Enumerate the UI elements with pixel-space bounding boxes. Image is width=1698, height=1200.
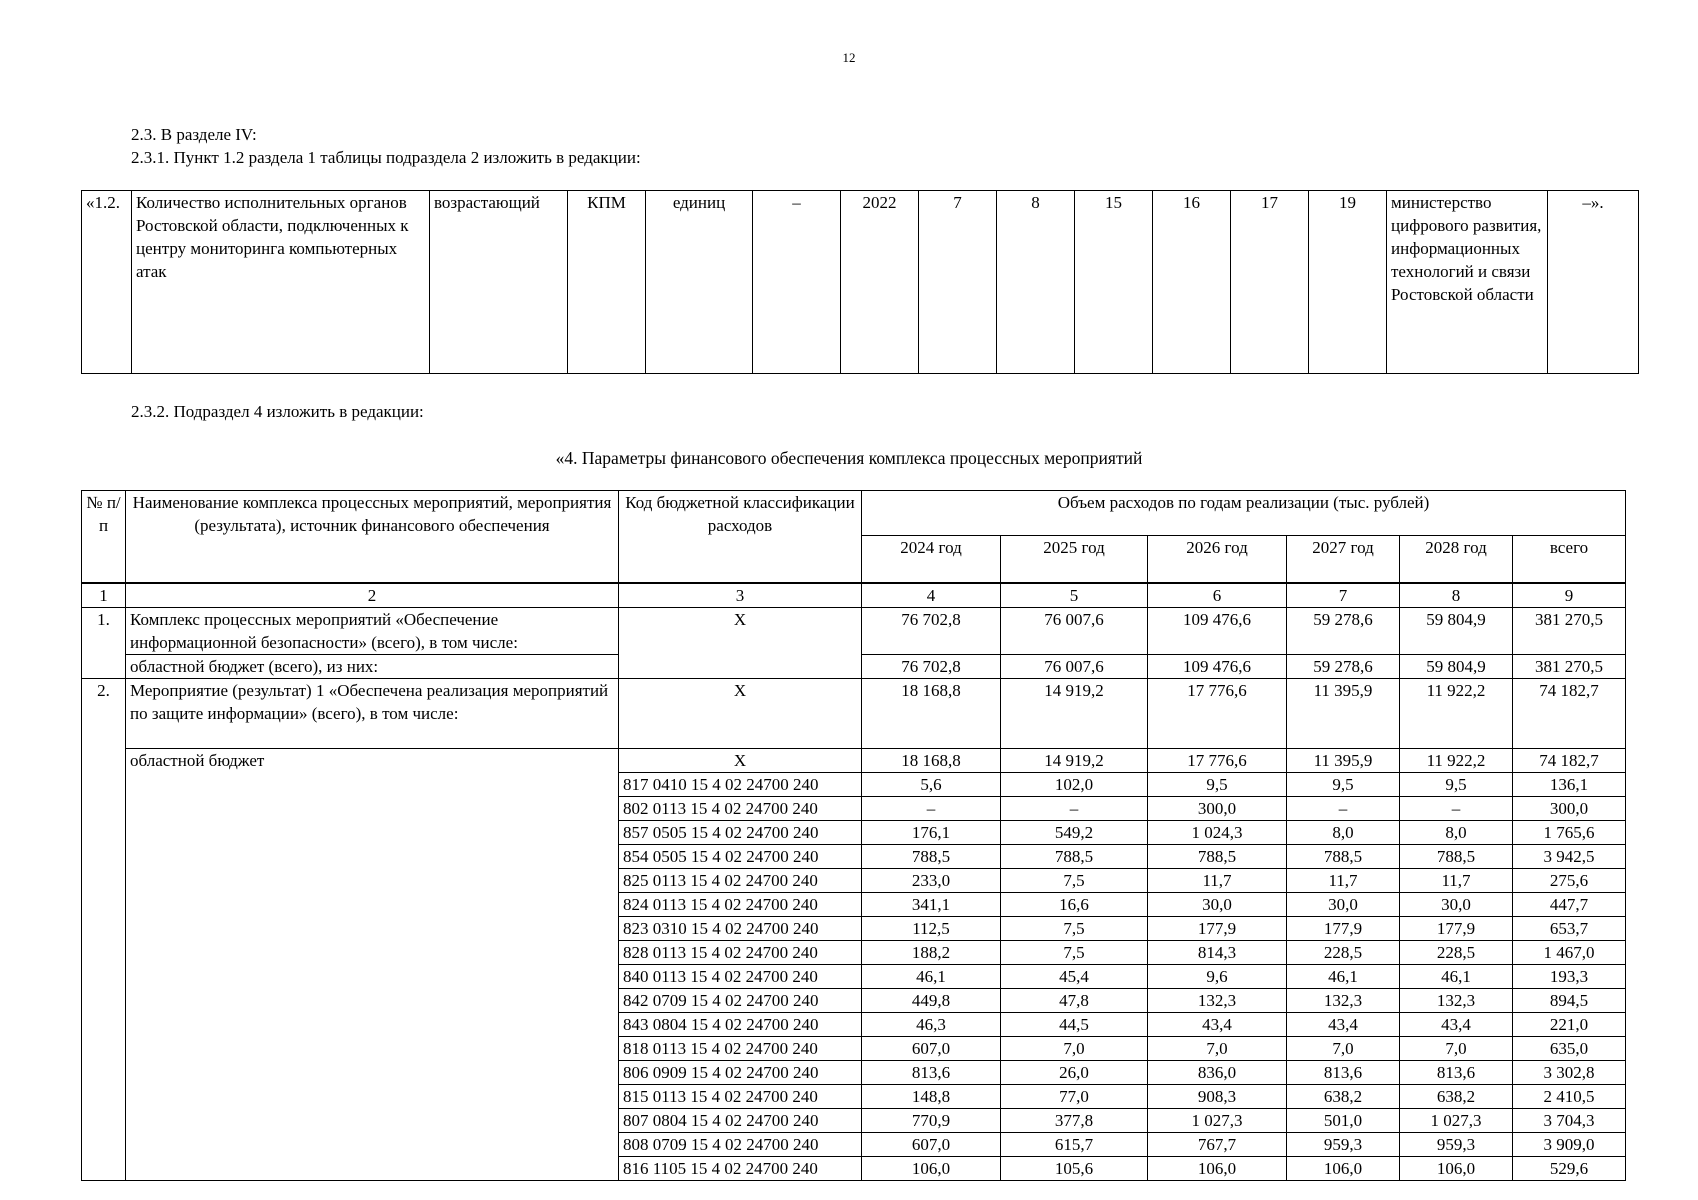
detail-value: 788,5 [1148, 845, 1287, 869]
row-sub-name: областной бюджет [126, 749, 619, 1181]
header-name: Наименование комплекса процессных мероприятий, мероприятия (результата), источник финансового обеспечения [126, 491, 619, 584]
detail-value: 3 704,3 [1513, 1109, 1626, 1133]
row-value: 76 702,8 [862, 608, 1001, 655]
detail-value: 7,0 [1001, 1037, 1148, 1061]
row-value: 381 270,5 [1513, 608, 1626, 655]
detail-value: 188,2 [862, 941, 1001, 965]
detail-value: 1 024,3 [1148, 821, 1287, 845]
row-value: 11 395,9 [1287, 679, 1400, 749]
indicator-row [82, 191, 1639, 374]
row-value: 11 922,2 [1400, 749, 1513, 773]
detail-value: 132,3 [1287, 989, 1400, 1013]
detail-value: 8,0 [1287, 821, 1400, 845]
detail-value: 7,0 [1287, 1037, 1400, 1061]
detail-value: 501,0 [1287, 1109, 1400, 1133]
header-row [82, 491, 1626, 536]
row-name: Комплекс процессных мероприятий «Обеспечение информационной безопасности» (всего), в том числе: [126, 608, 619, 655]
detail-value: 45,4 [1001, 965, 1148, 989]
detail-value: – [1001, 797, 1148, 821]
indicator-value: 8 [997, 191, 1075, 374]
detail-value: 9,5 [1148, 773, 1287, 797]
detail-value: 46,3 [862, 1013, 1001, 1037]
row-value: 11 922,2 [1400, 679, 1513, 749]
detail-value: 176,1 [862, 821, 1001, 845]
header-volume: Объем расходов по годам реализации (тыс. рублей) [862, 491, 1626, 536]
indicator-value: 7 [919, 191, 997, 374]
indicator-value: 15 [1075, 191, 1153, 374]
indicator-number: «1.2. [82, 191, 132, 374]
row-name: Мероприятие (результат) 1 «Обеспечена реализация мероприятий по защите информации» (всего), в том числе: [126, 679, 619, 749]
detail-value: 377,8 [1001, 1109, 1148, 1133]
detail-value: 47,8 [1001, 989, 1148, 1013]
detail-value: 638,2 [1287, 1085, 1400, 1109]
row-value: 11 395,9 [1287, 749, 1400, 773]
detail-value: 43,4 [1400, 1013, 1513, 1037]
detail-value: 607,0 [862, 1133, 1001, 1157]
detail-value: 46,1 [1287, 965, 1400, 989]
detail-value: 26,0 [1001, 1061, 1148, 1085]
header-year-2025: 2025 год [1001, 536, 1148, 584]
detail-value: 788,5 [1287, 845, 1400, 869]
section-title: «4. Параметры финансового обеспечения комплекса процессных мероприятий [555, 448, 1143, 468]
detail-value: 11,7 [1148, 869, 1287, 893]
row-number: 1. [82, 608, 126, 679]
detail-value: 638,2 [1400, 1085, 1513, 1109]
budget-code: 816 1105 15 4 02 24700 240 [619, 1157, 862, 1181]
column-number: 2 [126, 583, 619, 608]
detail-value: 228,5 [1400, 941, 1513, 965]
column-number: 7 [1287, 583, 1400, 608]
indicator-type: КПМ [568, 191, 646, 374]
detail-value: 9,5 [1287, 773, 1400, 797]
table-row [82, 679, 1626, 749]
detail-value: 43,4 [1287, 1013, 1400, 1037]
detail-value: 193,3 [1513, 965, 1626, 989]
row-value: 76 007,6 [1001, 655, 1148, 679]
detail-value: 1 027,3 [1148, 1109, 1287, 1133]
header-year-2026: 2026 год [1148, 536, 1287, 584]
detail-value: 549,2 [1001, 821, 1148, 845]
detail-value: 148,8 [862, 1085, 1001, 1109]
row-value: 14 919,2 [1001, 679, 1148, 749]
header-year-2024: 2024 год [862, 536, 1001, 584]
budget-code: 843 0804 15 4 02 24700 240 [619, 1013, 862, 1037]
detail-value: 112,5 [862, 917, 1001, 941]
detail-value: – [1400, 797, 1513, 821]
row-value: 381 270,5 [1513, 655, 1626, 679]
detail-value: 770,9 [862, 1109, 1001, 1133]
paragraph-2-3: 2.3. В разделе IV: [131, 125, 257, 144]
indicator-trend: возрастающий [430, 191, 568, 374]
detail-value: 43,4 [1148, 1013, 1287, 1037]
column-number: 1 [82, 583, 126, 608]
budget-code: 818 0113 15 4 02 24700 240 [619, 1037, 862, 1061]
detail-value: 102,0 [1001, 773, 1148, 797]
detail-value: 3 909,0 [1513, 1133, 1626, 1157]
row-value: 17 776,6 [1148, 679, 1287, 749]
detail-value: 788,5 [1001, 845, 1148, 869]
column-number: 6 [1148, 583, 1287, 608]
detail-value: 221,0 [1513, 1013, 1626, 1037]
row-value: 74 182,7 [1513, 679, 1626, 749]
detail-value: 1 027,3 [1400, 1109, 1513, 1133]
table-row [82, 749, 1626, 773]
detail-value: 813,6 [1287, 1061, 1400, 1085]
budget-code: 817 0410 15 4 02 24700 240 [619, 773, 862, 797]
detail-value: 813,6 [862, 1061, 1001, 1085]
detail-value: 30,0 [1148, 893, 1287, 917]
detail-value: 105,6 [1001, 1157, 1148, 1181]
row-value: 59 804,9 [1400, 655, 1513, 679]
detail-value: 767,7 [1148, 1133, 1287, 1157]
row-value: 18 168,8 [862, 679, 1001, 749]
row-code: X [619, 749, 862, 773]
row-value: 14 919,2 [1001, 749, 1148, 773]
row-code: X [619, 608, 862, 679]
detail-value: 9,6 [1148, 965, 1287, 989]
detail-value: 814,3 [1148, 941, 1287, 965]
detail-value: 615,7 [1001, 1133, 1148, 1157]
budget-code: 824 0113 15 4 02 24700 240 [619, 893, 862, 917]
detail-value: 607,0 [862, 1037, 1001, 1061]
detail-value: 106,0 [1287, 1157, 1400, 1181]
detail-value: 3 302,8 [1513, 1061, 1626, 1085]
budget-code: 854 0505 15 4 02 24700 240 [619, 845, 862, 869]
detail-value: 788,5 [1400, 845, 1513, 869]
row-value: 59 804,9 [1400, 608, 1513, 655]
detail-value: 7,0 [1400, 1037, 1513, 1061]
detail-value: 233,0 [862, 869, 1001, 893]
paragraph-2-3-1: 2.3.1. Пункт 1.2 раздела 1 таблицы подраздела 2 изложить в редакции: [131, 148, 641, 167]
row-value: 59 278,6 [1287, 608, 1400, 655]
budget-code: 808 0709 15 4 02 24700 240 [619, 1133, 862, 1157]
detail-value: 7,0 [1148, 1037, 1287, 1061]
column-number: 3 [619, 583, 862, 608]
detail-value: 8,0 [1400, 821, 1513, 845]
detail-value: 3 942,5 [1513, 845, 1626, 869]
indicator-name: Количество исполнительных органов Ростовской области, подключенных к центру мониторинга компьютерных атак [132, 191, 430, 374]
budget-code: 825 0113 15 4 02 24700 240 [619, 869, 862, 893]
budget-code: 807 0804 15 4 02 24700 240 [619, 1109, 862, 1133]
detail-value: 228,5 [1287, 941, 1400, 965]
budget-code: 802 0113 15 4 02 24700 240 [619, 797, 862, 821]
detail-value: 136,1 [1513, 773, 1626, 797]
detail-value: 635,0 [1513, 1037, 1626, 1061]
row-value: 59 278,6 [1287, 655, 1400, 679]
detail-value: 5,6 [862, 773, 1001, 797]
budget-code: 815 0113 15 4 02 24700 240 [619, 1085, 862, 1109]
column-number: 8 [1400, 583, 1513, 608]
detail-value: 653,7 [1513, 917, 1626, 941]
indicator-value: 16 [1153, 191, 1231, 374]
row-value: 76 702,8 [862, 655, 1001, 679]
detail-value: 11,7 [1287, 869, 1400, 893]
detail-value: 300,0 [1513, 797, 1626, 821]
header-year-2028: 2028 год [1400, 536, 1513, 584]
indicator-responsible: министерство цифрового развития, информационных технологий и связи Ростовской области [1387, 191, 1548, 374]
detail-value: – [1287, 797, 1400, 821]
column-number: 5 [1001, 583, 1148, 608]
detail-value: 177,9 [1400, 917, 1513, 941]
financing-table [81, 490, 1626, 1181]
column-numbers-row [82, 583, 1626, 608]
detail-value: 1 467,0 [1513, 941, 1626, 965]
budget-code: 823 0310 15 4 02 24700 240 [619, 917, 862, 941]
row-value: 76 007,6 [1001, 608, 1148, 655]
indicator-unit: единиц [646, 191, 753, 374]
detail-value: 813,6 [1400, 1061, 1513, 1085]
detail-value: 447,7 [1513, 893, 1626, 917]
detail-value: 275,6 [1513, 869, 1626, 893]
detail-value: 9,5 [1400, 773, 1513, 797]
detail-value: 44,5 [1001, 1013, 1148, 1037]
budget-code: 840 0113 15 4 02 24700 240 [619, 965, 862, 989]
header-year-2027: 2027 год [1287, 536, 1400, 584]
detail-value: 7,5 [1001, 941, 1148, 965]
detail-value: 11,7 [1400, 869, 1513, 893]
indicator-base-year: 2022 [841, 191, 919, 374]
detail-value: 449,8 [862, 989, 1001, 1013]
detail-value: 106,0 [1148, 1157, 1287, 1181]
indicator-table [81, 190, 1639, 374]
table-row [82, 608, 1626, 655]
detail-value: 106,0 [862, 1157, 1001, 1181]
detail-value: 30,0 [1287, 893, 1400, 917]
detail-value: 908,3 [1148, 1085, 1287, 1109]
detail-value: 894,5 [1513, 989, 1626, 1013]
indicator-closing: –». [1548, 191, 1639, 374]
budget-code: 857 0505 15 4 02 24700 240 [619, 821, 862, 845]
budget-code: 806 0909 15 4 02 24700 240 [619, 1061, 862, 1085]
paragraph-2-3-2: 2.3.2. Подраздел 4 изложить в редакции: [131, 402, 424, 421]
detail-value: – [862, 797, 1001, 821]
detail-value: 16,6 [1001, 893, 1148, 917]
detail-value: 106,0 [1400, 1157, 1513, 1181]
detail-value: 177,9 [1287, 917, 1400, 941]
detail-value: 77,0 [1001, 1085, 1148, 1109]
row-value: 109 476,6 [1148, 608, 1287, 655]
header-num: № п/п [82, 491, 126, 584]
section-intro [131, 123, 641, 169]
header-code: Код бюджетной классификации расходов [619, 491, 862, 584]
row-sub-name: областной бюджет (всего), из них: [126, 655, 619, 679]
detail-value: 7,5 [1001, 917, 1148, 941]
detail-value: 1 765,6 [1513, 821, 1626, 845]
detail-value: 959,3 [1287, 1133, 1400, 1157]
detail-value: 46,1 [1400, 965, 1513, 989]
detail-value: 46,1 [862, 965, 1001, 989]
detail-value: 529,6 [1513, 1157, 1626, 1181]
budget-code: 828 0113 15 4 02 24700 240 [619, 941, 862, 965]
budget-code: 842 0709 15 4 02 24700 240 [619, 989, 862, 1013]
detail-value: 341,1 [862, 893, 1001, 917]
page-number: 12 [842, 50, 856, 65]
column-number: 4 [862, 583, 1001, 608]
indicator-value: 19 [1309, 191, 1387, 374]
row-code: X [619, 679, 862, 749]
detail-value: 132,3 [1148, 989, 1287, 1013]
detail-value: 788,5 [862, 845, 1001, 869]
row-number: 2. [82, 679, 126, 1181]
detail-value: 132,3 [1400, 989, 1513, 1013]
detail-value: 836,0 [1148, 1061, 1287, 1085]
row-value: 74 182,7 [1513, 749, 1626, 773]
indicator-base-value: – [753, 191, 841, 374]
detail-value: 2 410,5 [1513, 1085, 1626, 1109]
column-number: 9 [1513, 583, 1626, 608]
header-total: всего [1513, 536, 1626, 584]
row-value: 18 168,8 [862, 749, 1001, 773]
row-value: 109 476,6 [1148, 655, 1287, 679]
indicator-value: 17 [1231, 191, 1309, 374]
detail-value: 959,3 [1400, 1133, 1513, 1157]
detail-value: 177,9 [1148, 917, 1287, 941]
detail-value: 300,0 [1148, 797, 1287, 821]
detail-value: 7,5 [1001, 869, 1148, 893]
detail-value: 30,0 [1400, 893, 1513, 917]
row-value: 17 776,6 [1148, 749, 1287, 773]
